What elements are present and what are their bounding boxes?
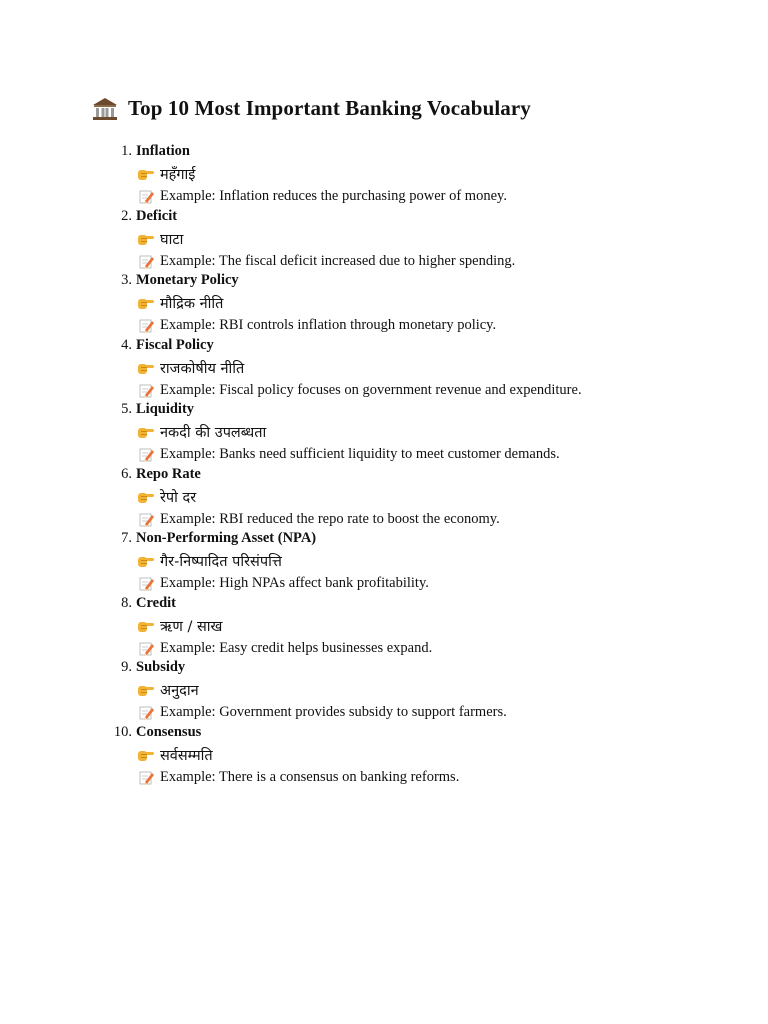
example-sentence: Example: Banks need sufficient liquidity to meet customer demands.	[160, 446, 560, 462]
pointing-hand-icon	[137, 232, 154, 246]
example-sentence: Example: RBI controls inflation through monetary policy.	[160, 317, 497, 333]
item-term: Credit	[136, 594, 177, 611]
pointing-hand-icon	[137, 167, 154, 181]
page-title	[92, 96, 531, 121]
example-row	[139, 188, 507, 205]
pointing-hand-icon	[137, 361, 154, 375]
hindi-meaning-row	[137, 164, 195, 184]
vocabulary-list	[108, 141, 748, 786]
example-sentence: Example: RBI reduced the repo rate to boost the economy.	[160, 510, 500, 527]
item-term: Non-Performing Asset (NPA)	[136, 530, 317, 546]
pointing-hand-icon	[137, 425, 154, 439]
vocabulary-item	[108, 528, 748, 593]
item-term: Repo Rate	[136, 465, 201, 482]
vocabulary-item	[108, 270, 748, 335]
hindi-meaning-row	[137, 487, 196, 507]
item-number: 7.	[121, 530, 132, 546]
memo-icon	[139, 189, 154, 204]
pointing-hand-icon	[137, 619, 154, 633]
memo-icon	[139, 447, 154, 462]
item-number: 9.	[121, 659, 132, 675]
item-number: 2.	[121, 207, 132, 224]
example-row	[139, 446, 560, 463]
hindi-meaning: राजकोषीय नीति	[160, 360, 245, 377]
hindi-meaning-row	[137, 551, 282, 571]
hindi-meaning-row	[137, 422, 266, 442]
hindi-meaning: मौद्रिक नीति	[160, 296, 224, 312]
memo-icon	[139, 254, 154, 269]
vocabulary-item	[108, 335, 748, 400]
bank-icon	[92, 97, 118, 121]
item-term: Liquidity	[136, 401, 195, 417]
memo-icon	[139, 383, 154, 398]
hindi-meaning: ऋण / साख	[160, 618, 223, 635]
example-sentence: Example: Inflation reduces the purchasing power of money.	[160, 188, 507, 204]
vocabulary-item	[108, 141, 748, 206]
item-number: 6.	[121, 465, 132, 482]
hindi-meaning: सर्वसम्मति	[160, 747, 213, 764]
example-row	[139, 704, 507, 721]
memo-icon	[139, 318, 154, 333]
hindi-meaning: गैर-निष्पादित परिसंपत्ति	[160, 554, 282, 570]
item-term: Monetary Policy	[136, 272, 239, 288]
example-sentence: Example: High NPAs affect bank profitability.	[160, 575, 429, 591]
hindi-meaning-row	[137, 745, 213, 765]
item-number: 10.	[113, 723, 132, 740]
memo-icon	[139, 770, 154, 785]
pointing-hand-icon	[137, 554, 154, 568]
hindi-meaning: अनुदान	[160, 683, 199, 699]
item-term: Subsidy	[136, 659, 186, 675]
hindi-meaning: घाटा	[160, 231, 184, 248]
example-sentence: Example: Easy credit helps businesses expand.	[160, 639, 433, 656]
example-sentence: Example: The fiscal deficit increased due to higher spending.	[160, 252, 516, 269]
item-term: Inflation	[136, 143, 190, 159]
example-sentence: Example: Fiscal policy focuses on government revenue and expenditure.	[160, 381, 582, 398]
hindi-meaning-row	[137, 680, 199, 700]
hindi-meaning-row	[137, 358, 244, 378]
vocabulary-item	[108, 399, 748, 464]
memo-icon	[139, 512, 154, 527]
pointing-hand-icon	[137, 683, 154, 697]
memo-icon	[139, 576, 154, 591]
pointing-hand-icon	[137, 748, 154, 762]
vocabulary-item	[108, 657, 748, 722]
example-row	[139, 317, 496, 334]
example-sentence: Example: Government provides subsidy to support farmers.	[160, 704, 507, 720]
item-term: Deficit	[136, 207, 178, 224]
hindi-meaning: नकदी की उपलब्धता	[160, 425, 267, 441]
example-row	[139, 511, 500, 528]
item-number: 3.	[121, 272, 132, 288]
hindi-meaning-row	[137, 229, 183, 249]
vocabulary-item	[108, 464, 748, 529]
hindi-meaning: महँगाई	[160, 167, 196, 183]
item-term: Fiscal Policy	[136, 336, 214, 353]
vocabulary-item	[108, 722, 748, 787]
example-row	[139, 382, 582, 399]
example-sentence: Example: There is a consensus on banking reforms.	[160, 768, 460, 785]
pointing-hand-icon	[137, 296, 154, 310]
vocabulary-item	[108, 206, 748, 271]
example-row	[139, 769, 459, 786]
item-number: 5.	[121, 401, 132, 417]
memo-icon	[139, 705, 154, 720]
memo-icon	[139, 641, 154, 656]
example-row	[139, 575, 429, 592]
title-text: Top 10 Most Important Banking Vocabulary	[128, 96, 531, 120]
item-number: 8.	[121, 594, 132, 611]
vocabulary-item	[108, 593, 748, 658]
example-row	[139, 640, 432, 657]
example-row	[139, 253, 515, 270]
hindi-meaning-row	[137, 293, 223, 313]
item-number: 1.	[121, 143, 132, 159]
item-number: 4.	[121, 336, 132, 353]
hindi-meaning: रेपो दर	[160, 489, 197, 506]
pointing-hand-icon	[137, 490, 154, 504]
item-term: Consensus	[136, 723, 202, 740]
hindi-meaning-row	[137, 616, 222, 636]
